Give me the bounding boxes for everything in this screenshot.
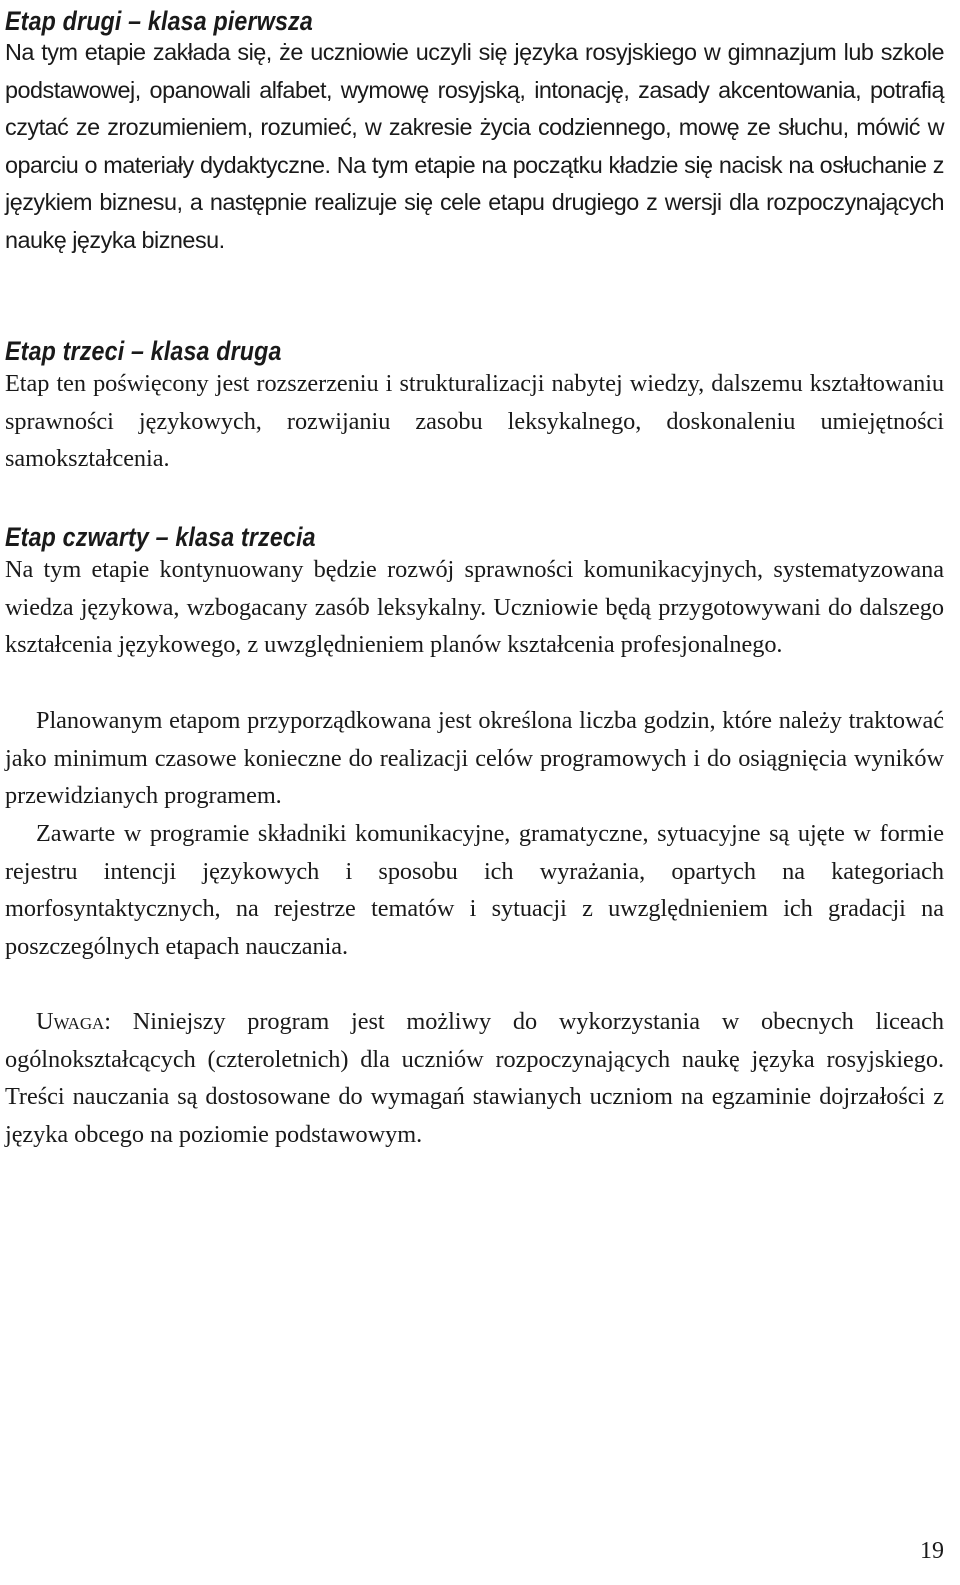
- section-heading-etap-trzeci: Etap trzeci – klasa druga: [5, 336, 282, 366]
- section-body-etap-czwarty: Na tym etapie kontynuowany będzie rozwój sprawności komunikacyjnych, systematyzowana wiedza językowa, wzbogacany zasób leksykalny. Uczniowie będą przygotowywani do dalszego kształcenia językowego, z uwzględnieniem planów kształcenia profesjonalnego.: [5, 556, 944, 659]
- page-number: 19: [920, 1538, 944, 1564]
- section-body-etap-drugi: Na tym etapie zakłada się, że uczniowie uczyli się języka rosyjskiego w gimnazjum lub szkole podstawowej, opanowali alfabet, wymowę rosyjską, intonację, zasady akcentowania, potrafią czytać ze zrozumieniem, rozumieć, w zakresie życia codziennego, mowę ze słuchu, mówić w oparciu o materiały dydaktyczne. Na tym etapie na początku kładzie się nacisk na osłuchanie z językiem biznesu, a następnie realizuje się cele etapu drugiego z wersji dla rozpoczynających naukę języka biznesu.: [5, 39, 944, 253]
- section-heading-etap-czwarty: Etap czwarty – klasa trzecia: [5, 522, 316, 552]
- paragraph-zawarte-w-programie: Zawarte w programie składniki komunikacyjne, gramatyczne, sytuacyjne są ujęte w formie rejestru intencji językowych i sposobu ich wyrażania, opartych na kategoriach morfosyntaktycznych, na rejestrze tematów i sytuacji z uwzględnieniem ich gradacji na poszczególnych etapach nauczania.: [5, 820, 944, 960]
- note-separator: :: [104, 1008, 111, 1035]
- paragraph-planowanym-etapom: Planowanym etapom przyporządkowana jest określona liczba godzin, które należy traktować jako minimum czasowe konieczne do realizacji celów programowych i do osiągnięcia wyników przewidzianych programem.: [5, 707, 944, 810]
- note-paragraph: [5, 1003, 944, 1153]
- section-heading-etap-drugi: Etap drugi – klasa pierwsza: [5, 6, 313, 36]
- section-body-etap-trzeci: Etap ten poświęcony jest rozszerzeniu i strukturalizacji nabytej wiedzy, dalszemu kształtowaniu sprawności językowych, rozwijaniu zasobu leksykalnego, doskonaleniu umiejętności samokształcenia.: [5, 370, 944, 473]
- note-text: Niniejszy program jest możliwy do wykorzystania w obecnych liceach ogólnokształcących (czteroletnich) dla uczniów rozpoczynających naukę języka rosyjskiego. Treści nauczania są dostosowane do wymagań stawianych uczniom na egzaminie dojrzałości z języka obcego na poziomie podstawowym.: [5, 1008, 944, 1148]
- note-label: Uwaga: [36, 1008, 105, 1035]
